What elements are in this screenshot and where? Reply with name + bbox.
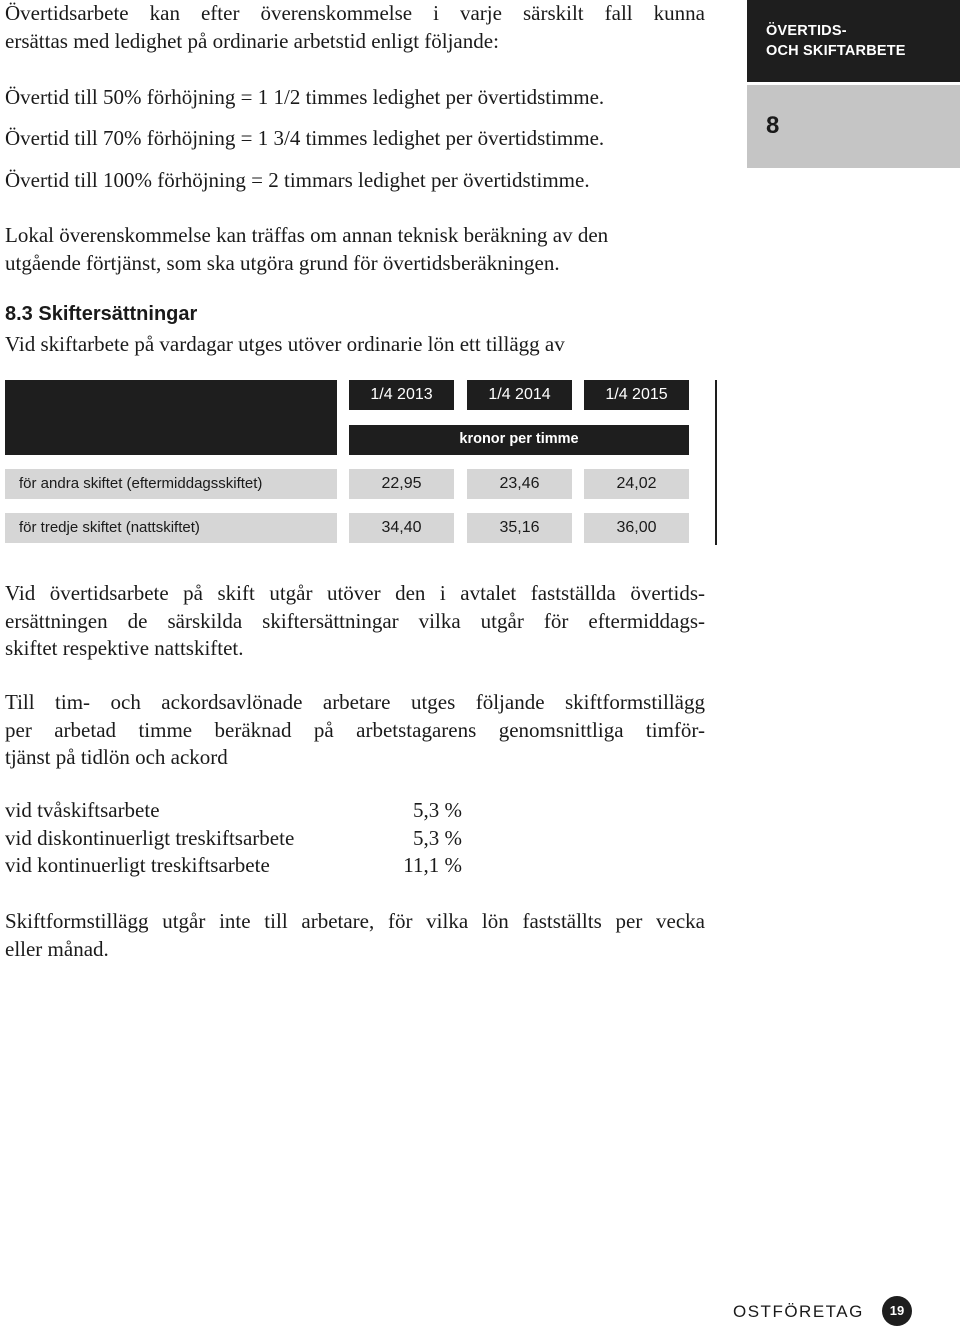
row-2-value-cell-2: [467, 513, 572, 543]
supplement-label: vid kontinuerligt treskiftsarbete: [5, 853, 270, 877]
overtime-shift-line-3: skiftet respektive nattskiftet.: [5, 636, 244, 660]
table-right-rule: [715, 380, 717, 545]
unit-cell: [349, 425, 689, 455]
chapter-tab: [747, 0, 960, 82]
hourly-workers-line-1: Till tim- och ackordsavlönade arbetare utges följande skiftformstillägg: [5, 690, 705, 714]
row-1-value-cell-3: [584, 469, 689, 499]
row-2-label: för tredje skiftet (nattskiftet): [19, 519, 200, 536]
closing-line-1: Skiftformstillägg utgår inte till arbetare, för vilka lön fastställts per vecka: [5, 909, 705, 933]
table-corner-cell: [5, 380, 337, 455]
chapter-title-line2: OCH SKIFTARBETE: [766, 43, 906, 59]
supplement-label: vid tvåskiftsarbete: [5, 798, 160, 822]
footer-brand: OSTFÖRETAG: [733, 1302, 864, 1321]
chapter-number: 8: [766, 112, 780, 139]
chapter-title-line1: ÖVERTIDS-: [766, 23, 847, 39]
hourly-workers-line-3: tjänst på tidlön och ackord: [5, 745, 228, 769]
overtime-shift-paragraph: [5, 580, 705, 663]
overtime-rule-2: Övertid till 70% förhöjning = 1 3/4 timmes ledighet per övertidstimme.: [5, 126, 605, 150]
header-cell-2014: [467, 380, 572, 410]
header-cell-2015: [584, 380, 689, 410]
row-1-value-cell-2: [467, 469, 572, 499]
intro-paragraph: [5, 0, 705, 55]
intro-line-1: Övertidsarbete kan efter överenskommelse i varje särskilt fall kunna: [5, 1, 705, 25]
row-2-value-2013: 34,40: [381, 519, 422, 536]
shift-compensation-table: [0, 380, 720, 545]
section-heading: 8.3 Skiftersättningar: [5, 303, 198, 325]
local-agreement-line-2: utgående förtjänst, som ska utgöra grund för övertidsberäkningen.: [5, 250, 560, 275]
local-agreement-paragraph: [5, 222, 705, 277]
row-1-value-cell-1: [349, 469, 454, 499]
page-number-badge: 19: [882, 1296, 912, 1326]
closing-line-2: eller månad.: [5, 936, 109, 961]
hourly-workers-paragraph: [5, 689, 705, 772]
header-2015: 1/4 2015: [605, 386, 668, 403]
overtime-rule-3: Övertid till 100% förhöjning = 2 timmars ledighet per övertidstimme.: [5, 168, 590, 192]
section-lead: Vid skiftarbete på vardagar utges utöver ordinarie lön ett tillägg av: [5, 332, 565, 356]
closing-paragraph: [5, 908, 705, 963]
header-2014: 1/4 2014: [488, 386, 551, 403]
supplement-value: 11,1 %: [403, 853, 462, 877]
hourly-workers-line-2: per arbetad timme beräknad på arbetstagarens genomsnittliga timför-: [5, 717, 705, 742]
row-2-label-cell: [5, 513, 337, 543]
overtime-shift-line-1: Vid övertidsarbete på skift utgår utöver den i avtalet fastställda övertids-: [5, 581, 705, 605]
header-2013: 1/4 2013: [370, 386, 433, 403]
row-1-value-2015: 24,02: [616, 475, 657, 492]
local-agreement-line-1: Lokal överenskommelse kan träffas om annan teknisk beräkning av den: [5, 223, 609, 247]
overtime-rule-1: Övertid till 50% förhöjning = 1 1/2 timmes ledighet per övertidstimme.: [5, 85, 605, 109]
row-1-value-2014: 23,46: [499, 475, 540, 492]
intro-line-2: ersättas med ledighet på ordinarie arbetstid enligt följande:: [5, 28, 499, 53]
supplement-value: 5,3 %: [413, 798, 462, 822]
unit-label: kronor per timme: [459, 431, 579, 447]
row-2-value-cell-1: [349, 513, 454, 543]
row-2-value-2015: 36,00: [616, 519, 657, 536]
chapter-number-box: [747, 85, 960, 168]
header-cell-2013: [349, 380, 454, 410]
row-2-value-cell-3: [584, 513, 689, 543]
row-2-value-2014: 35,16: [499, 519, 540, 536]
overtime-shift-line-2: ersättningen de särskilda skiftersättningar vilka utgår för eftermiddags-: [5, 608, 705, 633]
supplement-label: vid diskontinuerligt treskiftsarbete: [5, 825, 295, 850]
row-1-label: för andra skiftet (eftermiddagsskiftet): [19, 475, 263, 492]
row-1-label-cell: [5, 469, 337, 499]
supplement-value: 5,3 %: [413, 825, 462, 850]
row-1-value-2013: 22,95: [381, 475, 422, 492]
